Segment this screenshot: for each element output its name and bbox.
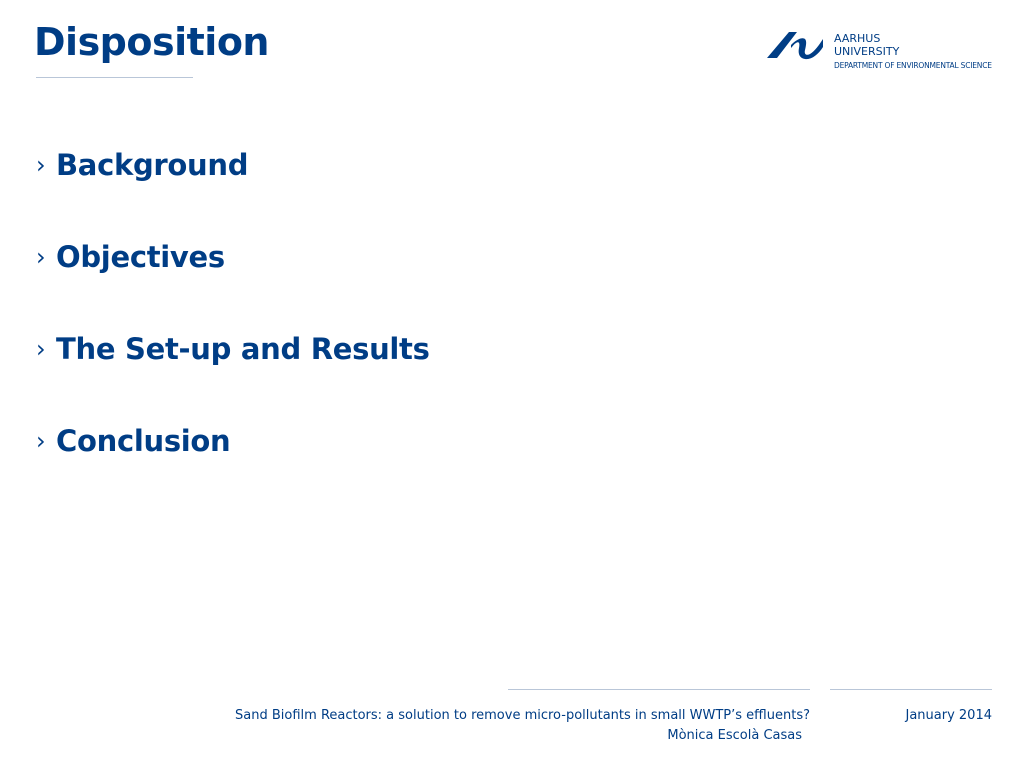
title-underline-divider: [36, 77, 193, 78]
agenda-item-conclusion: [36, 421, 430, 513]
logo-department: DEPARTMENT OF ENVIRONMENTAL SCIENCE: [834, 61, 992, 70]
agenda-item-setup-and-results: [36, 329, 430, 421]
agenda-item-label: Objectives: [56, 240, 225, 274]
agenda-item-label: The Set-up and Results: [56, 332, 430, 366]
agenda-item-background: [36, 145, 430, 237]
chevron-right-icon: ›: [36, 243, 46, 271]
footer-author: Mònica Escolà Casas: [667, 728, 802, 743]
agenda-item-label: Conclusion: [56, 424, 231, 458]
chevron-right-icon: ›: [36, 427, 46, 455]
footer-presentation-title: Sand Biofilm Reactors: a solution to remove micro-pollutants in small WWTP’s effluents?: [235, 708, 810, 723]
slide-title: Disposition: [34, 20, 269, 64]
chevron-right-icon: ›: [36, 151, 46, 179]
agenda-item-label: Background: [56, 148, 249, 182]
chevron-right-icon: ›: [36, 335, 46, 363]
logo-line-aarhus: AARHUS: [834, 32, 881, 45]
logo-line-university: UNIVERSITY: [834, 45, 900, 58]
footer-date: January 2014: [905, 708, 992, 723]
footer-presentation-info: [235, 706, 810, 746]
agenda-list: [36, 145, 430, 513]
footer-divider-right: [830, 689, 992, 690]
footer-divider-left: [508, 689, 810, 690]
university-logo: [766, 28, 1006, 76]
agenda-item-objectives: [36, 237, 430, 329]
aarhus-university-wave-icon: [766, 30, 824, 60]
